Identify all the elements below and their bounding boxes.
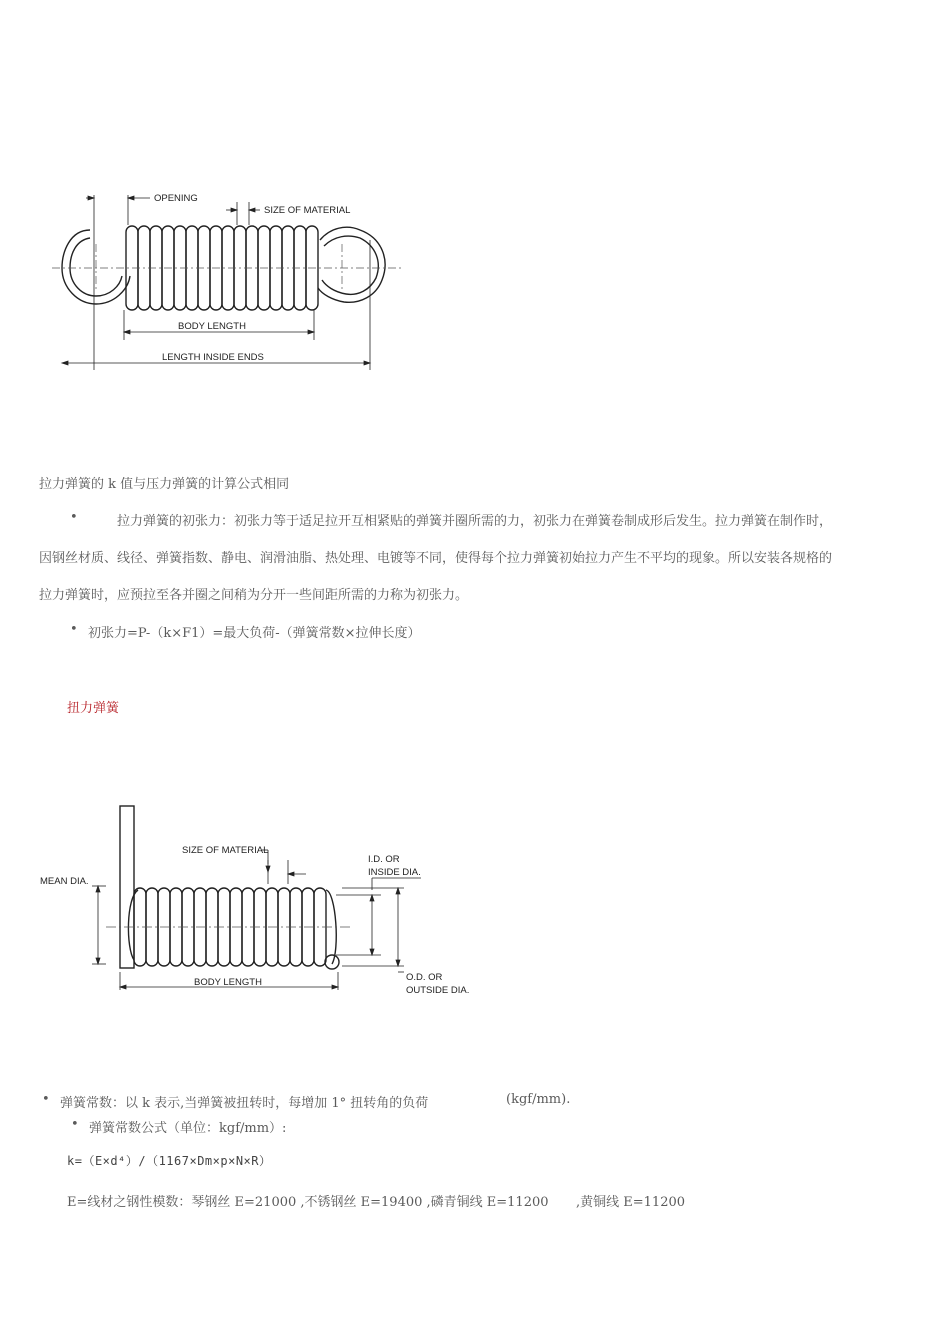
label-mean-dia: MEAN DIA. [40, 876, 89, 887]
bullet-dot: • [71, 1117, 79, 1132]
formula-title: 弹簧常数公式（单位：kgf/mm）: [89, 1121, 287, 1136]
extension-spring-diagram [30, 180, 420, 380]
extension-intro: 拉力弹簧的 k 值与压力弹簧的计算公式相同 [39, 477, 290, 492]
bullet-dot: • [70, 510, 78, 525]
label-size-of-material: SIZE OF MATERIAL [264, 205, 351, 216]
label-length-inside-ends: LENGTH INSIDE ENDS [162, 352, 264, 363]
label-od-line1: O.D. OR [406, 972, 443, 983]
label-opening: OPENING [154, 193, 198, 204]
torsion-coils [128, 888, 339, 969]
torsion-heading: 扭力弹簧 [67, 701, 120, 716]
label-body-length: BODY LENGTH [194, 977, 262, 988]
spring-constant-unit: (kgf/mm). [506, 1092, 571, 1107]
bullet-dot: • [42, 1092, 50, 1107]
initial-tension-line-3: 拉力弹簧时，应预拉至各并圈之间稍为分开一些间距所需的力称为初张力。 [39, 588, 469, 603]
modulus-brass: ,黄铜线 E=11200 [576, 1195, 686, 1210]
torsion-spring-diagram [36, 800, 486, 1005]
modulus-values: E=线材之钢性模数：琴钢丝 E=21000 ,不锈钢丝 E=19400 ,磷青铜线 E=11200 [67, 1195, 549, 1210]
spring-constant-definition: 弹簧常数：以 k 表示,当弹簧被扭转时，每增加 1° 扭转角的负荷 [60, 1096, 429, 1111]
label-body-length: BODY LENGTH [178, 321, 246, 332]
initial-tension-line-1: 拉力弹簧的初张力：初张力等于适足拉开互相紧贴的弹簧并圈所需的力，初张力在弹簧卷制成形后发生。拉力弹簧在制作时， [117, 514, 833, 529]
initial-tension-line-2: 因钢丝材质、线径、弹簧指数、静电、润滑油脂、热处理、电镀等不同，使得每个拉力弹簧初始拉力产生不平均的现象。所以安装各规格的 [39, 551, 833, 566]
initial-tension-formula: 初张力=P-（k×F1）=最大负荷-（弹簧常数×拉伸长度） [88, 626, 421, 641]
label-od-line2: OUTSIDE DIA. [406, 985, 470, 996]
label-id-line2: INSIDE DIA. [368, 867, 421, 878]
label-id-line1: I.D. OR [368, 854, 400, 865]
torsion-leg [120, 806, 134, 968]
right-hook [318, 227, 385, 302]
torsion-formula: k=（E×d⁴）/（1167×Dm×p×N×R） [67, 1154, 272, 1168]
bullet-dot: • [70, 622, 78, 637]
label-size-of-material: SIZE OF MATERIAL [182, 845, 269, 856]
